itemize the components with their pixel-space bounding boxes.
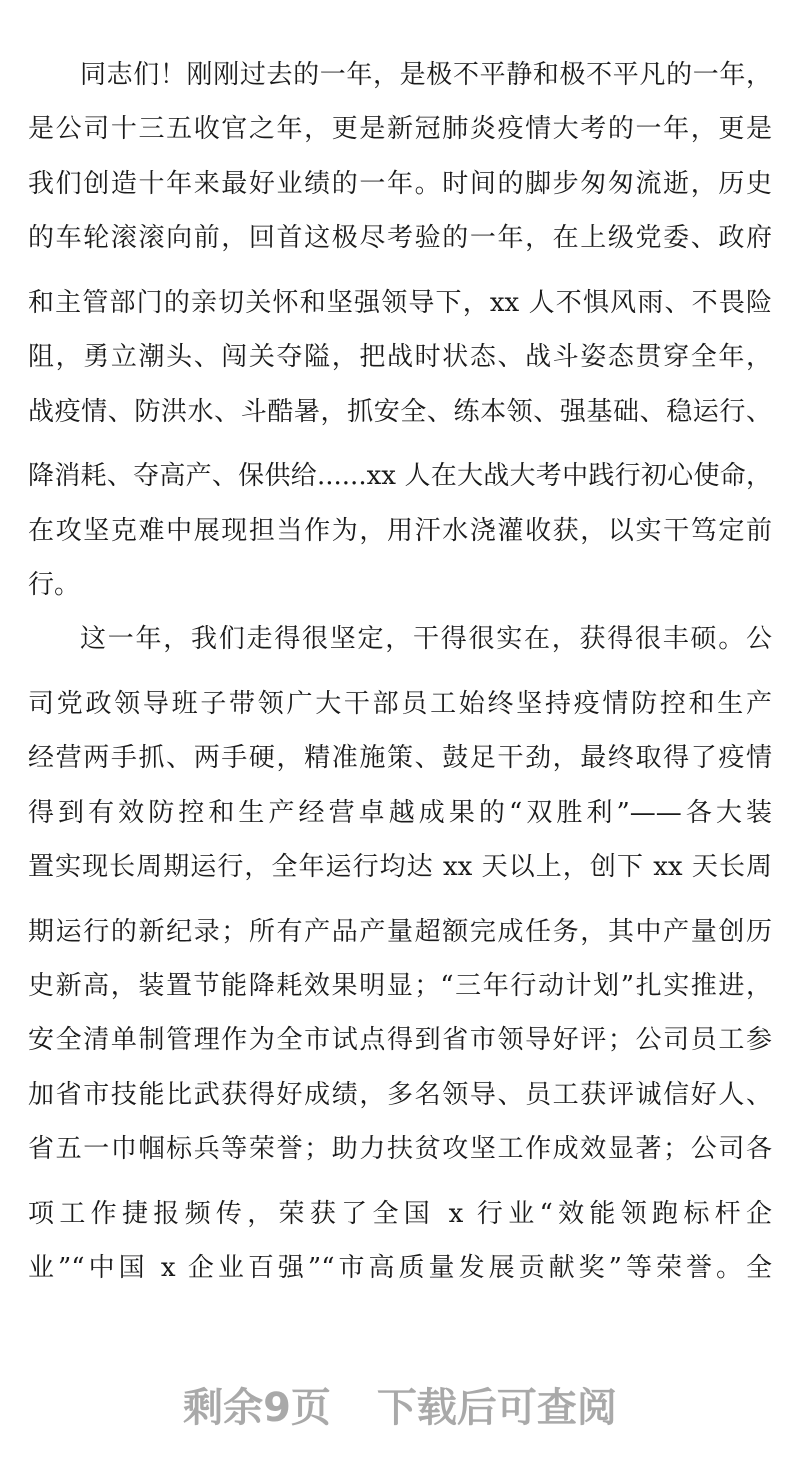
paragraph-2-line: 经营两手抓、两手硬，精准施策、鼓足干劲，最终取得了疫情 [28,743,772,773]
paragraph-2-line: 期运行的新纪录；所有产品产量超额完成任务，其中产量创历 [28,917,772,947]
paragraph-2-line: 得到有效防控和生产经营卓越成果的“双胜利”——各大装 [28,798,772,828]
paragraph-2-line: 省五一巾帼标兵等荣誉；助力扶贫攻坚工作成效显著；公司各 [28,1134,772,1164]
remaining-pages-label: 剩余9页 [183,1385,331,1431]
paragraph-1-line: 是公司十三五收官之年，更是新冠肺炎疫情大考的一年，更是 [28,114,772,144]
paragraph-1-line: 阻，勇立潮头、闯关夺隘，把战时状态、战斗姿态贯穿全年， [28,342,772,372]
paragraph-1-line: 我们创造十年来最好业绩的一年。时间的脚步匆匆流逝，历史 [28,169,772,199]
paragraph-1-line: 战疫情、防洪水、斗酷暑，抓安全、练本领、强基础、稳运行、 [28,397,772,427]
download-banner[interactable] [0,1378,800,1438]
paragraph-2-line: 项工作捷报频传，荣获了全国 x 行业“效能领跑标杆企 [28,1199,772,1229]
paragraph-2-line: 这一年，我们走得很坚定，干得很实在，获得很丰硕。公 [80,624,772,654]
paragraph-1-line: 行。 [28,570,81,600]
download-hint-label: 下载后可查阅 [376,1385,617,1431]
paragraph-2-line: 司党政领导班子带领广大干部员工始终坚持疫情防控和生产 [28,689,772,719]
paragraph-1-line: 的车轮滚滚向前，回首这极尽考验的一年，在上级党委、政府 [28,223,772,253]
paragraph-1-line: 和主管部门的亲切关怀和坚强领导下，xx 人不惧风雨、不畏险 [28,288,772,318]
paragraph-1-line: 同志们！刚刚过去的一年，是极不平静和极不平凡的一年， [80,60,772,90]
paragraph-2-line: 加省市技能比武获得好成绩，多名领导、员工获评诚信好人、 [28,1080,772,1110]
paragraph-2-line: 安全清单制管理作为全市试点得到省市领导好评；公司员工参 [28,1025,772,1055]
paragraph-1-line: 降消耗、夺高产、保供给......xx 人在大战大考中践行初心使命， [28,461,772,491]
paragraph-2-line: 业”“中国 x 企业百强”“市高质量发展贡献奖”等荣誉。全 [28,1253,772,1283]
paragraph-2-line: 史新高，装置节能降耗效果明显；“三年行动计划”扎实推进， [28,971,772,1001]
paragraph-1-line: 在攻坚克难中展现担当作为，用汗水浇灌收获，以实干笃定前 [28,516,772,546]
paragraph-2-line: 置实现长周期运行，全年运行均达 xx 天以上，创下 xx 天长周 [28,852,772,882]
